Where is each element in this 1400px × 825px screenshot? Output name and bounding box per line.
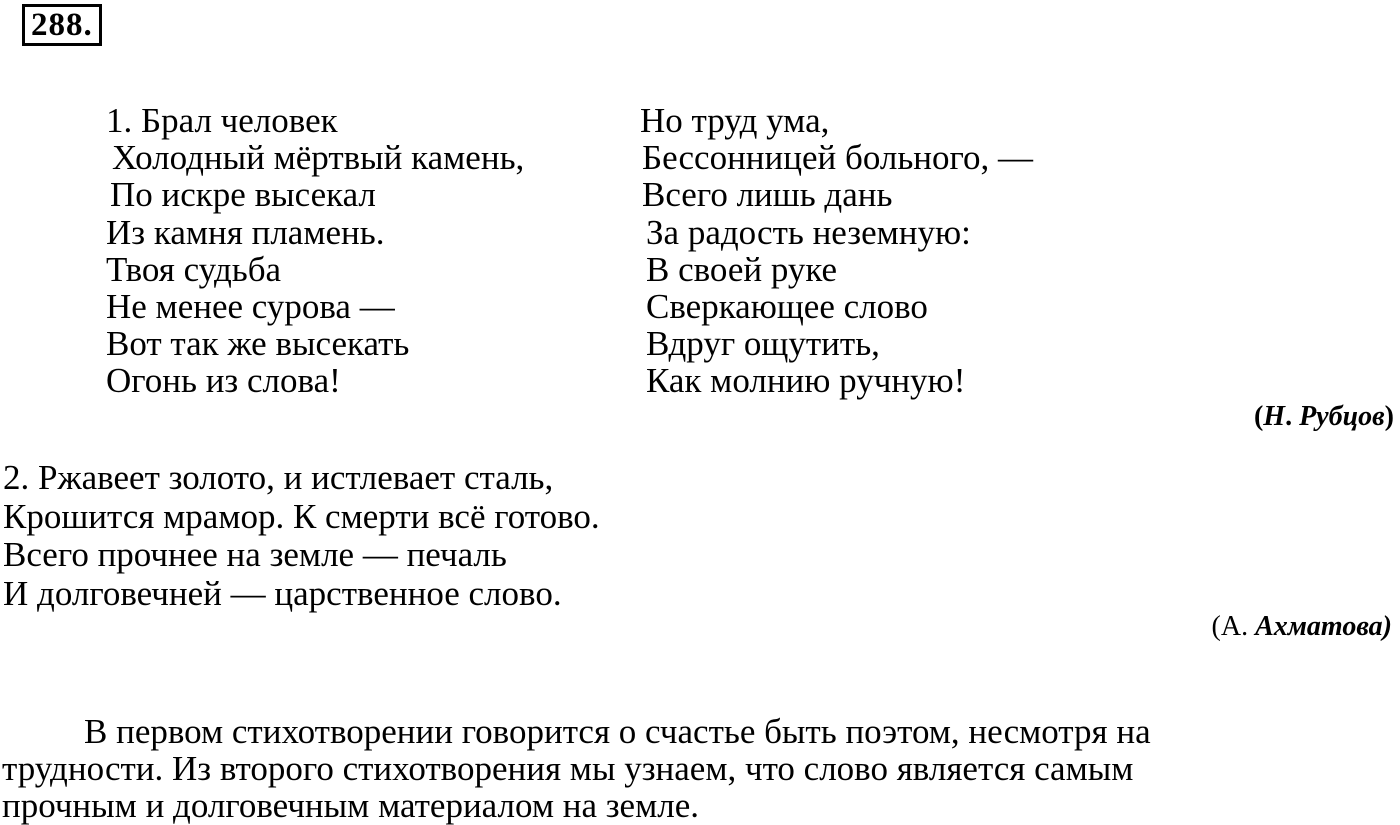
conclusion-paragraph	[2, 713, 1342, 824]
paragraph-line: прочным и долговечным материалом на земле.	[2, 786, 699, 825]
attribution-dot: .	[1285, 401, 1300, 432]
poem-line: По искре высекал	[110, 175, 376, 215]
poem1-left-column	[106, 102, 524, 400]
poem-line: И долговечней — царственное слово.	[3, 573, 562, 613]
author-surname: Ахматова)	[1255, 611, 1392, 642]
poem-line: 2. Ржавеет золото, и истлевает сталь,	[3, 458, 554, 497]
poem-line: 1. Брал человек	[106, 101, 338, 140]
poem-line: Но труд ума,	[640, 101, 830, 140]
poem-line: Вот так же высекать	[106, 324, 410, 364]
poem-line: Бессонницей больного, —	[642, 138, 1033, 178]
poem-line: Из камня пламень.	[106, 212, 385, 252]
author-surname: Рубцов	[1299, 401, 1385, 432]
attribution-close-paren: )	[1384, 401, 1394, 432]
attribution-open-paren: (	[1253, 401, 1264, 432]
poem-line: В своей руке	[646, 249, 838, 289]
poem-line: Огонь из слова!	[106, 361, 341, 401]
poem-line: Холодный мёртвый камень,	[112, 138, 525, 178]
exercise-number: 288.	[22, 4, 102, 46]
paragraph-line: трудности. Из второго стихотворения мы узнаем, что слово является самым	[2, 749, 1134, 788]
poem2	[3, 459, 600, 613]
poem-line: Всего лишь дань	[642, 175, 893, 215]
paragraph-line: В первом стихотворении говорится о счастье быть поэтом, несмотря на	[84, 712, 1151, 751]
poem-line: Вдруг ощутить,	[646, 324, 880, 364]
poem1-right-column	[640, 102, 1033, 400]
poem2-attribution	[1212, 611, 1392, 643]
poem-line: Всего прочнее на земле — печаль	[3, 535, 507, 574]
poem-line: Сверкающее слово	[646, 286, 928, 326]
poem-line: Как молнию ручную!	[646, 361, 966, 401]
poem-line: Твоя судьба	[106, 249, 282, 289]
poem-line: Не менее сурова —	[106, 286, 395, 326]
attribution-prefix: (А.	[1211, 611, 1256, 642]
poem-line: Крошится мрамор. К смерти всё готово.	[3, 496, 600, 536]
author-initial: Н	[1263, 401, 1286, 432]
poem1-attribution	[1254, 401, 1394, 433]
poem-line: За радость неземную:	[646, 212, 971, 252]
